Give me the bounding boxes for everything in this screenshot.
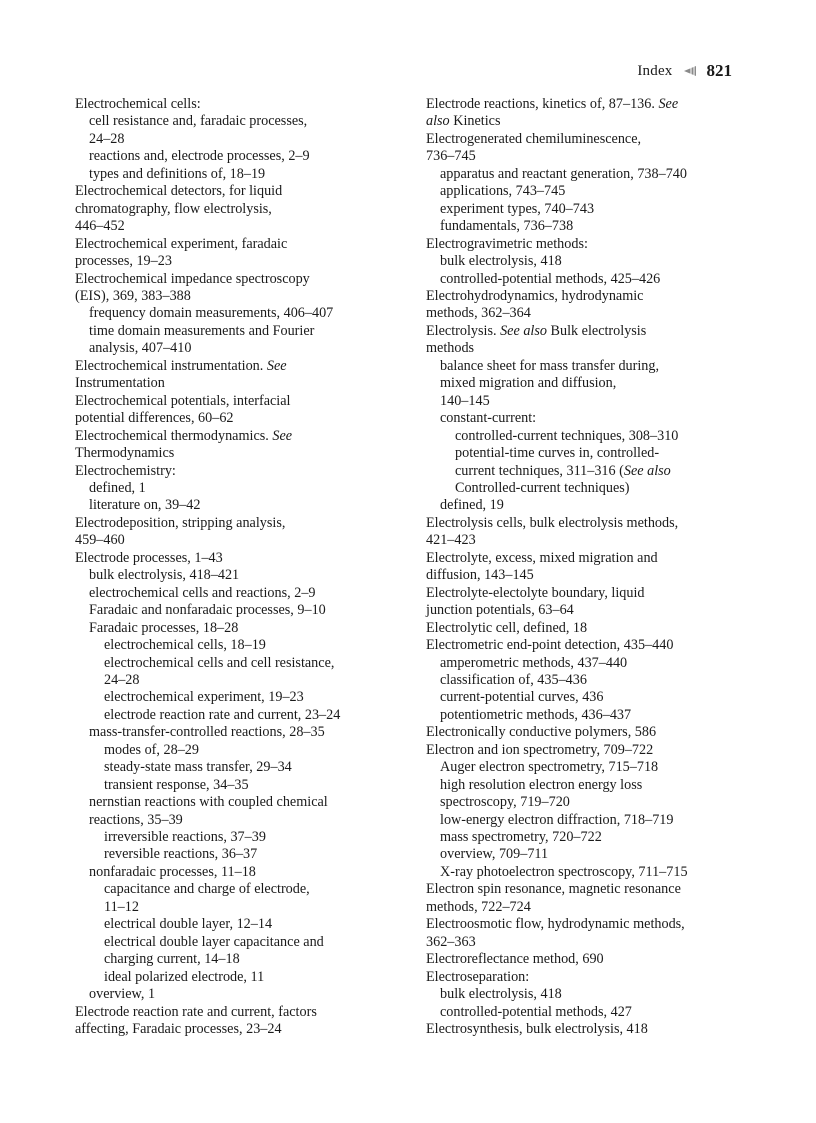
- index-entry-continuation: mixed migration and diffusion,: [440, 375, 617, 392]
- index-entry-text: mass-transfer-controlled reactions, 28–35: [89, 724, 325, 741]
- index-entry-continuation: 446–452: [75, 218, 125, 235]
- index-entry-text: literature on, 39–42: [89, 497, 201, 514]
- index-entry: [426, 236, 751, 253]
- index-entry: [426, 655, 751, 672]
- index-entry: [75, 428, 410, 463]
- index-entry-text: potentiometric methods, 436–437: [440, 706, 632, 723]
- index-entry: [75, 637, 410, 654]
- index-entry-text: mass spectrometry, 720–722: [440, 829, 602, 846]
- index-entry-continuation: also Kinetics: [426, 113, 501, 130]
- index-entry-text: current-potential curves, 436: [440, 689, 604, 706]
- index-entry: [75, 271, 410, 306]
- index-entry-text: Electroreflectance method, 690: [426, 951, 604, 968]
- index-entry-text: Electrode reaction rate and current, factors: [75, 1003, 317, 1020]
- index-entry-text: Electrochemical impedance spectroscopy: [75, 270, 310, 287]
- index-entry-text: irreversible reactions, 37–39: [104, 829, 266, 846]
- index-entry-text: applications, 743–745: [440, 183, 566, 200]
- index-entry: [426, 864, 751, 881]
- index-entry: [426, 846, 751, 863]
- page-header: [637, 61, 732, 81]
- index-entry-text: ideal polarized electrode, 11: [104, 968, 265, 985]
- index-entry-text: electrical double layer, 12–14: [104, 916, 273, 933]
- index-entry: [426, 916, 751, 951]
- index-entry-text: Electron spin resonance, magnetic resonance: [426, 881, 681, 898]
- index-entry-continuation: 24–28: [104, 671, 140, 688]
- index-entry-text: defined, 19: [440, 497, 504, 514]
- index-entry: [426, 96, 751, 131]
- index-entry-text: Electrogenerated chemiluminescence,: [426, 130, 642, 147]
- index-entry: [426, 829, 751, 846]
- index-entry: [75, 602, 410, 619]
- index-entry-text: frequency domain measurements, 406–407: [89, 305, 334, 322]
- index-entry: [75, 916, 410, 933]
- index-entry: [426, 1004, 751, 1021]
- index-entry-text: experiment types, 740–743: [440, 200, 595, 217]
- index-entry-text: Faradaic processes, 18–28: [89, 619, 239, 636]
- index-entry-text: classification of, 435–436: [440, 671, 587, 688]
- index-entry: [75, 759, 410, 776]
- index-entry: [426, 812, 751, 829]
- index-entry-text: Electrohydrodynamics, hydrodynamic: [426, 287, 644, 304]
- index-entry: [426, 515, 751, 550]
- index-entry-continuation: spectroscopy, 719–720: [440, 794, 570, 811]
- index-entry: [426, 253, 751, 270]
- index-entry-continuation: diffusion, 143–145: [426, 567, 534, 584]
- index-entry: [75, 148, 410, 165]
- index-entry-text: Electrochemical experiment, faradaic: [75, 235, 288, 252]
- index-entry: [426, 620, 751, 637]
- index-entry: [75, 846, 410, 863]
- index-entry: [426, 707, 751, 724]
- index-entry: [75, 794, 410, 829]
- index-entry-text: Electrode reactions, kinetics of, 87–136. See: [426, 96, 679, 112]
- index-entry-continuation: chromatography, flow electrolysis,: [75, 200, 272, 217]
- index-entry-text: Electrolysis. See also Bulk electrolysis: [426, 322, 647, 339]
- index-entry-text: amperometric methods, 437–440: [440, 654, 628, 671]
- index-entry-text: Electrolyte, excess, mixed migration and: [426, 549, 658, 566]
- index-entry-text: Electrometric end-point detection, 435–440: [426, 637, 674, 654]
- index-entry-continuation: 362–363: [426, 933, 476, 950]
- index-entry: [75, 113, 410, 148]
- index-entry-text: electrochemical cells, 18–19: [104, 637, 266, 654]
- index-entry-text: cell resistance and, faradaic processes,: [89, 113, 308, 130]
- index-entry: [426, 428, 751, 445]
- index-entry-text: X-ray photoelectron spectroscopy, 711–715: [440, 863, 688, 880]
- index-entry: [426, 201, 751, 218]
- index-entry: [426, 637, 751, 654]
- index-entry-continuation: processes, 19–23: [75, 253, 172, 270]
- index-entry: [75, 724, 410, 741]
- index-entry-text: balance sheet for mass transfer during,: [440, 357, 660, 374]
- index-entry: [75, 986, 410, 1003]
- index-entry-text: Electronically conductive polymers, 586: [426, 724, 657, 741]
- index-entry: [426, 689, 751, 706]
- index-entry-text: Electrochemical instrumentation. See: [75, 357, 287, 374]
- index-entry-text: modes of, 28–29: [104, 741, 199, 758]
- index-entry-text: fundamentals, 736–738: [440, 218, 574, 235]
- index-entry-continuation: affecting, Faradaic processes, 23–24: [75, 1021, 282, 1038]
- index-entry-text: bulk electrolysis, 418: [440, 986, 562, 1003]
- left-arrow-icon: [681, 65, 699, 77]
- index-entry-continuation: Thermodynamics: [75, 445, 175, 462]
- index-entry-continuation: 24–28: [89, 130, 125, 147]
- index-entry: [426, 358, 751, 410]
- index-entry: [426, 969, 751, 986]
- index-entry-text: controlled-current techniques, 308–310: [455, 427, 679, 444]
- index-entry-text: controlled-potential methods, 425–426: [440, 270, 661, 287]
- index-entry: [75, 969, 410, 986]
- index-entry-text: potential-time curves in, controlled-: [455, 445, 660, 462]
- index-entry: [426, 166, 751, 183]
- index-entry: [426, 410, 751, 427]
- index-entry: [426, 672, 751, 689]
- index-entry-text: controlled-potential methods, 427: [440, 1003, 632, 1020]
- index-entry-text: Electrochemistry:: [75, 462, 176, 479]
- index-entry: [75, 881, 410, 916]
- index-entry-text: Electron and ion spectrometry, 709–722: [426, 741, 654, 758]
- index-entry-text: Electrodeposition, stripping analysis,: [75, 514, 286, 531]
- index-entry: [426, 986, 751, 1003]
- index-entry-text: overview, 709–711: [440, 846, 549, 863]
- index-entry: [75, 934, 410, 969]
- index-entry-continuation: current techniques, 311–316 (See also: [455, 462, 671, 479]
- index-entry-text: Electrolytic cell, defined, 18: [426, 619, 588, 636]
- index-entry-continuation: 11–12: [104, 898, 139, 915]
- index-entry-text: reversible reactions, 36–37: [104, 846, 258, 863]
- index-entry: [75, 864, 410, 881]
- index-entry: [75, 777, 410, 794]
- index-entry-text: Electrosynthesis, bulk electrolysis, 418: [426, 1021, 648, 1038]
- index-entry: [75, 655, 410, 690]
- index-entry-continuation: methods, 722–724: [426, 898, 531, 915]
- index-entry-text: Auger electron spectrometry, 715–718: [440, 759, 659, 776]
- index-entry-text: high resolution electron energy loss: [440, 776, 643, 793]
- index-entry-text: Electroseparation:: [426, 968, 530, 985]
- index-entry: [75, 689, 410, 706]
- index-entry-continuation: Instrumentation: [75, 375, 165, 392]
- index-entry-text: overview, 1: [89, 986, 156, 1003]
- index-entry-text: electrochemical cells and reactions, 2–9: [89, 584, 316, 601]
- index-entry-text: Electroosmotic flow, hydrodynamic methods,: [426, 916, 685, 933]
- index-entry: [426, 759, 751, 776]
- index-entry: [75, 305, 410, 322]
- index-entry-text: Electrolyte-electolyte boundary, liquid: [426, 584, 645, 601]
- index-entry: [75, 96, 410, 113]
- index-entry: [75, 620, 410, 637]
- index-entry-continuation: 140–145: [440, 392, 490, 409]
- index-entry-continuation: 421–423: [426, 532, 476, 549]
- index-entry-text: electrochemical cells and cell resistance,: [104, 654, 335, 671]
- index-entry-text: types and definitions of, 18–19: [89, 165, 266, 182]
- index-entry: [426, 585, 751, 620]
- page-number: 821: [706, 61, 732, 80]
- index-entry: [75, 707, 410, 724]
- index-entry: [75, 829, 410, 846]
- index-entry: [75, 480, 410, 497]
- index-column-left: [75, 96, 410, 1038]
- index-entry-text: transient response, 34–35: [104, 776, 249, 793]
- index-entry-text: bulk electrolysis, 418–421: [89, 567, 240, 584]
- index-entry-text: reactions and, electrode processes, 2–9: [89, 148, 310, 165]
- index-entry-continuation: potential differences, 60–62: [75, 410, 234, 427]
- index-entry-text: electrode reaction rate and current, 23–24: [104, 706, 341, 723]
- index-entry-text: Electrode processes, 1–43: [75, 549, 223, 566]
- index-entry: [426, 131, 751, 166]
- index-entry-text: nernstian reactions with coupled chemical: [89, 794, 328, 811]
- index-entry-text: capacitance and charge of electrode,: [104, 881, 310, 898]
- index-entry-continuation: 736–745: [426, 148, 476, 165]
- index-entry-continuation: junction potentials, 63–64: [426, 602, 574, 619]
- index-entry: [75, 497, 410, 514]
- index-entry-text: Electrochemical cells:: [75, 96, 201, 112]
- index-entry-text: electrical double layer capacitance and: [104, 933, 324, 950]
- index-entry: [75, 515, 410, 550]
- index-entry: [426, 445, 751, 497]
- index-entry-continuation: Controlled-current techniques): [455, 479, 630, 496]
- index-entry-text: bulk electrolysis, 418: [440, 253, 562, 270]
- index-entry: [426, 1021, 751, 1038]
- index-entry-text: Electrochemical thermodynamics. See: [75, 427, 293, 444]
- index-entry: [426, 271, 751, 288]
- index-entry: [426, 777, 751, 812]
- index-entry-text: Electrolysis cells, bulk electrolysis methods,: [426, 514, 679, 531]
- index-entry: [75, 567, 410, 584]
- index-entry: [426, 218, 751, 235]
- index-entry: [426, 951, 751, 968]
- index-entry: [75, 463, 410, 480]
- index-entry: [75, 183, 410, 235]
- index-entry-text: time domain measurements and Fourier: [89, 322, 315, 339]
- index-entry: [426, 323, 751, 358]
- index-entry-text: electrochemical experiment, 19–23: [104, 689, 304, 706]
- index-entry: [75, 393, 410, 428]
- index-entry-continuation: methods: [426, 340, 475, 357]
- index-entry: [426, 881, 751, 916]
- index-entry-text: apparatus and reactant generation, 738–740: [440, 165, 687, 182]
- index-entry-text: Electrogravimetric methods:: [426, 235, 588, 252]
- running-head: Index: [637, 63, 673, 79]
- index-entry-continuation: analysis, 407–410: [89, 340, 192, 357]
- index-entry: [426, 497, 751, 514]
- index-entry: [426, 742, 751, 759]
- index-entry: [75, 550, 410, 567]
- index-entry-text: Electrochemical potentials, interfacial: [75, 392, 291, 409]
- index-entry: [75, 1004, 410, 1039]
- index-entry: [426, 724, 751, 741]
- index-entry: [426, 183, 751, 200]
- index-entry: [75, 323, 410, 358]
- index-entry-text: constant-current:: [440, 410, 537, 427]
- index-entry-text: nonfaradaic processes, 11–18: [89, 863, 256, 880]
- index-entry: [75, 166, 410, 183]
- index-entry: [426, 288, 751, 323]
- index-column-right: [426, 96, 751, 1038]
- index-entry-continuation: 459–460: [75, 532, 125, 549]
- index-entry: [75, 585, 410, 602]
- index-entry: [75, 742, 410, 759]
- index-entry-text: low-energy electron diffraction, 718–719: [440, 811, 674, 828]
- index-entry: [75, 236, 410, 271]
- index-entry: [75, 358, 410, 393]
- index-entry-continuation: (EIS), 369, 383–388: [75, 287, 191, 304]
- index-entry-continuation: reactions, 35–39: [89, 811, 183, 828]
- index-entry-continuation: methods, 362–364: [426, 305, 531, 322]
- index-entry-text: defined, 1: [89, 479, 146, 496]
- index-entry-continuation: charging current, 14–18: [104, 951, 240, 968]
- index-entry-text: Electrochemical detectors, for liquid: [75, 183, 283, 200]
- index-entry-text: steady-state mass transfer, 29–34: [104, 759, 292, 776]
- index-entry: [426, 550, 751, 585]
- index-entry-text: Faradaic and nonfaradaic processes, 9–10: [89, 602, 326, 619]
